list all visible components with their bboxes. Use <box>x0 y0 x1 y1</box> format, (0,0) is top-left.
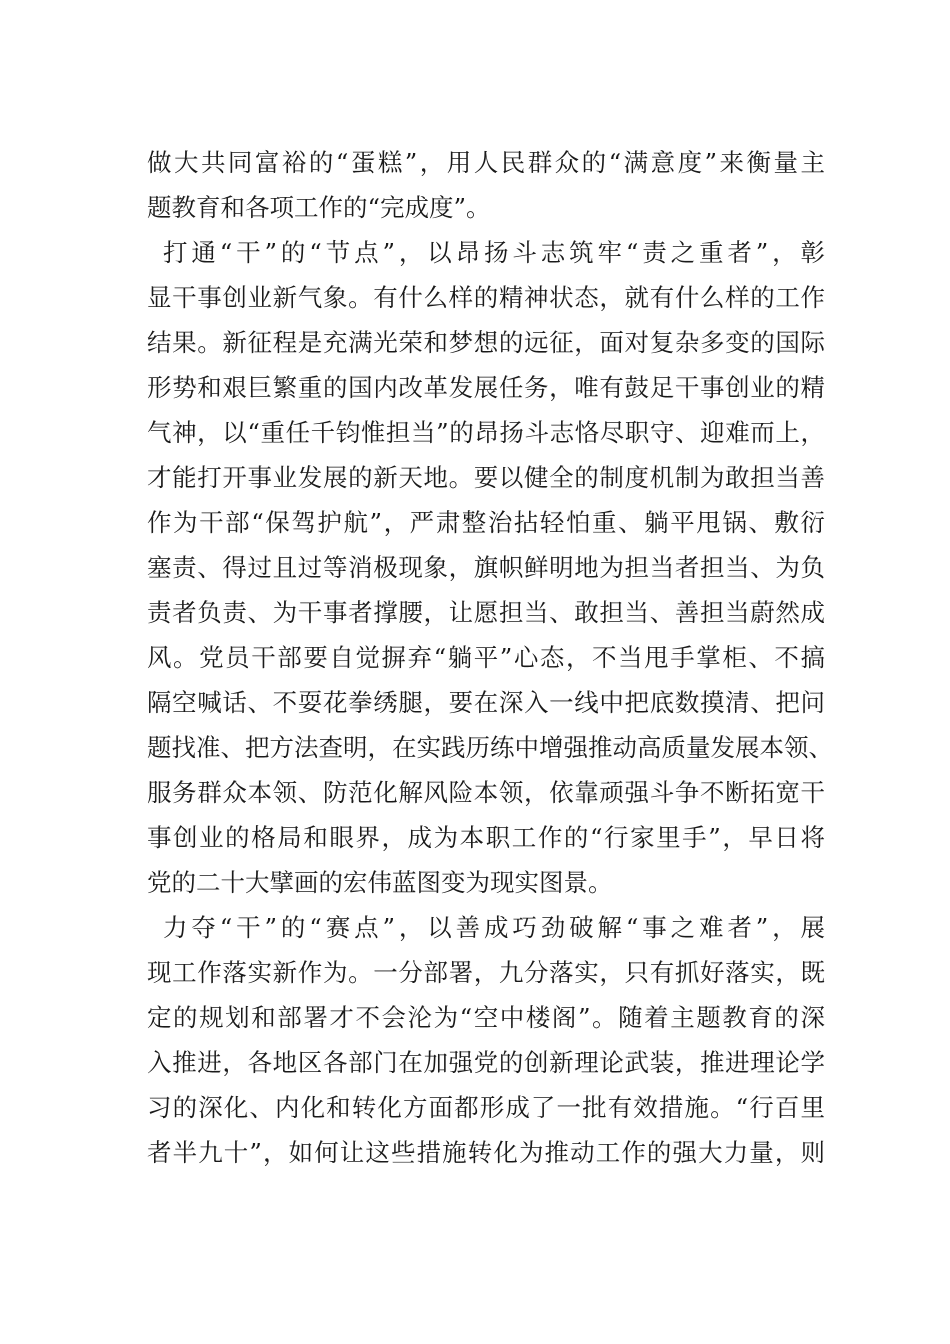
text-line: 者半九十”，如何让这些措施转化为推动工作的强大力量，则 <box>147 1138 825 1167</box>
text-line: 习的深化、内化和转化方面都形成了一批有效措施。“行百里 <box>147 1093 825 1122</box>
text-line: 事创业的格局和眼界，成为本职工作的“行家里手”，早日将 <box>147 823 825 852</box>
paragraph-start-line: 力夺“干”的“赛点”，以善成巧劲破解“事之难者”，展 <box>163 913 825 942</box>
text-line: 显干事创业新气象。有什么样的精神状态，就有什么样的工作 <box>147 283 825 312</box>
article-body <box>147 140 833 1175</box>
text-line: 题教育和各项工作的“完成度”。 <box>147 193 491 222</box>
text-line: 塞责、得过且过等消极现象，旗帜鲜明地为担当者担当、为负 <box>147 553 825 582</box>
text-line: 结果。新征程是充满光荣和梦想的远征，面对复杂多变的国际 <box>147 328 825 357</box>
text-line: 隔空喊话、不耍花拳绣腿，要在深入一线中把底数摸清、把问 <box>147 688 825 717</box>
text-line: 责者负责、为干事者撑腰，让愿担当、敢担当、善担当蔚然成 <box>147 598 825 627</box>
text-line: 题找准、把方法查明，在实践历练中增强推动高质量发展本领、 <box>147 733 833 762</box>
text-line: 形势和艰巨繁重的国内改革发展任务，唯有鼓足干事创业的精 <box>147 373 825 402</box>
text-line: 作为干部“保驾护航”，严肃整治拈轻怕重、躺平甩锅、敷衍 <box>147 508 825 537</box>
text-line: 风。党员干部要自觉摒弃“躺平”心态，不当甩手掌柜、不搞 <box>147 643 825 672</box>
text-line: 现工作落实新作为。一分部署，九分落实，只有抓好落实，既 <box>147 958 825 987</box>
text-line: 入推进，各地区各部门在加强党的创新理论武装，推进理论学 <box>147 1048 825 1077</box>
text-line: 定的规划和部署才不会沦为“空中楼阁”。随着主题教育的深 <box>147 1003 825 1032</box>
text-line: 做大共同富裕的“蛋糕”，用人民群众的“满意度”来衡量主 <box>147 148 825 177</box>
paragraph-start-line: 打通“干”的“节点”，以昂扬斗志筑牢“责之重者”，彰 <box>163 238 825 267</box>
text-line: 才能打开事业发展的新天地。要以健全的制度机制为敢担当善 <box>147 463 825 492</box>
text-line: 服务群众本领、防范化解风险本领，依靠顽强斗争不断拓宽干 <box>147 778 825 807</box>
text-line: 气神，以“重任千钧惟担当”的昂扬斗志恪尽职守、迎难而上， <box>147 418 825 447</box>
text-line: 党的二十大擘画的宏伟蓝图变为现实图景。 <box>147 868 613 897</box>
